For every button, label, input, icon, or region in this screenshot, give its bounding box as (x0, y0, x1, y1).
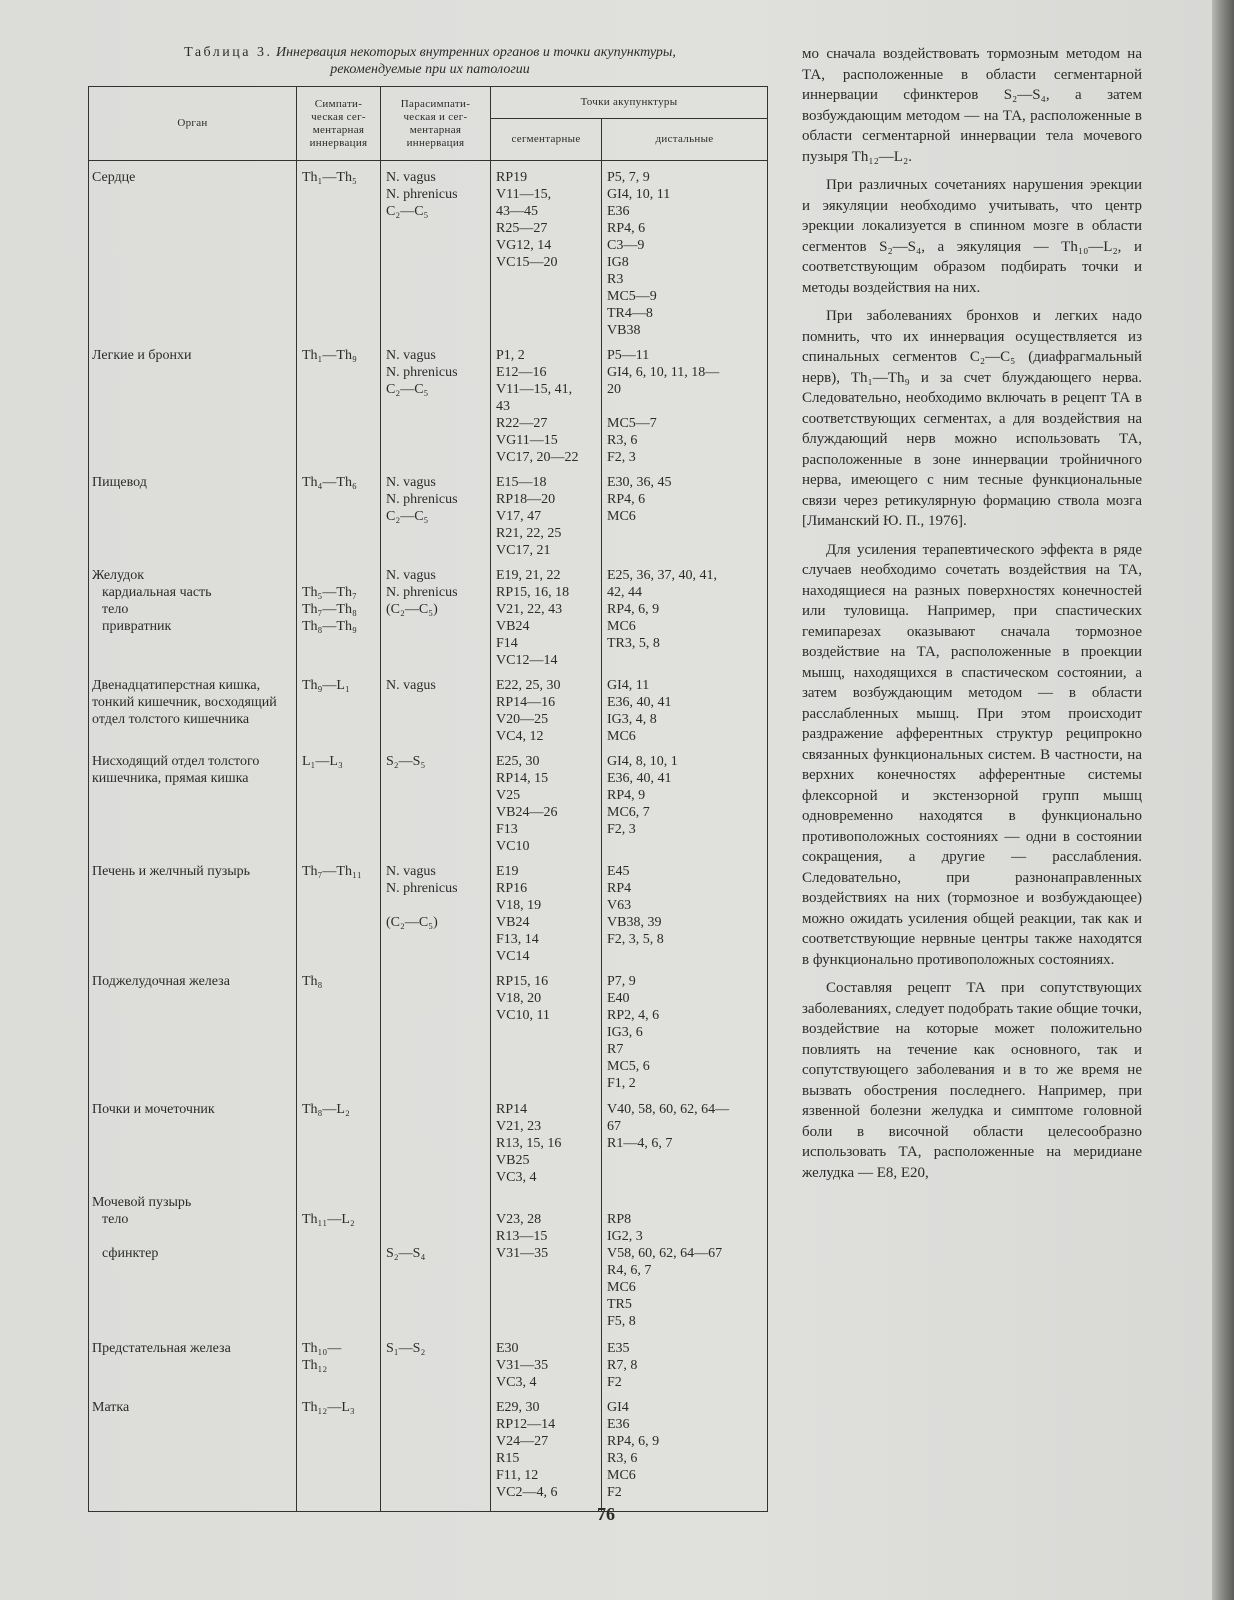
cell-text: Th₁₂—L₃ (302, 1400, 355, 1415)
segmental-points-cell (491, 669, 602, 745)
parasympathetic-cell (381, 1093, 491, 1186)
cell-text: V11—15, 41, (496, 382, 573, 397)
distal-points-cell (602, 161, 768, 340)
cell-text: V40, 58, 60, 62, 64— (607, 1102, 730, 1117)
cell-text: VB24 (496, 619, 530, 634)
cell-text: RP18—20 (496, 492, 556, 507)
cell-text: VC17, 21 (496, 543, 551, 558)
distal-points-cell (602, 965, 768, 1093)
sympathetic-cell (297, 855, 381, 965)
distal-points-cell (602, 1093, 768, 1186)
cell-text: E19 (496, 864, 519, 879)
cell-text: P7, 9 (607, 974, 636, 989)
cell-text: N. phrenicus (386, 492, 458, 507)
sympathetic-cell (297, 559, 381, 669)
organ-cell (89, 559, 297, 669)
caption-title-line2: рекомендуемые при их патологии (330, 62, 530, 77)
cell-text: RP4, 9 (607, 788, 646, 803)
segmental-points-cell (491, 1391, 602, 1511)
cell-text: VB24—26 (496, 805, 558, 820)
cell-text: E19, 21, 22 (496, 568, 561, 583)
header-points: Точки акупунктуры (491, 87, 768, 119)
cell-text: IG3, 4, 8 (607, 712, 657, 727)
parasympathetic-cell (381, 1332, 491, 1391)
segmental-points-cell (491, 855, 602, 965)
paragraph: При заболеваниях бронхов и легких надо помнить, что их иннервация осуществляется из спинальных сегментов C₂—C₅ (диафрагмальный нерв), Th₁—Th₉ и за счет блуждающего нерва. Следовательно, необходимо включать в рецепт ТА в соответствующих сегментах, а для воздействия на блуждающий нерв можно использовать ТА, расположенные в зоне иннервации тройничного нерва, имеющего с ним тесные функциональные связи через ретикулярную формацию ствола мозга [Лиманский Ю. П., 1976]. (802, 308, 1142, 529)
cell-text: Th₈—L₂ (302, 1102, 350, 1117)
cell-text: VC12—14 (496, 653, 558, 668)
cell-text (386, 1194, 485, 1211)
table-row (89, 1186, 768, 1332)
cell-text: Th₇—Th₁₁ (302, 864, 362, 879)
cell-text: E36, 40, 41 (607, 695, 672, 710)
cell-text: E36, 40, 41 (607, 771, 672, 786)
table-row (89, 466, 768, 559)
cell-text: R15 (496, 1451, 520, 1466)
cell-text (302, 567, 375, 584)
cell-text: F14 (496, 636, 518, 651)
organ-cell (89, 1186, 297, 1332)
cell-text: TR5 (607, 1297, 632, 1312)
header-distal: дистальные (602, 119, 768, 161)
cell-text: RP12—14 (496, 1417, 556, 1432)
organ-cell (89, 745, 297, 855)
organ-cell (89, 1391, 297, 1511)
cell-text: V31—35 (496, 1246, 549, 1261)
cell-text: N. vagus (386, 568, 436, 583)
caption-label: Таблица 3. (184, 45, 273, 60)
sympathetic-cell (297, 1093, 381, 1186)
cell-text: N. vagus (386, 170, 436, 185)
distal-points-cell (602, 1186, 768, 1332)
cell-text: RP4, 6, 9 (607, 602, 660, 617)
cell-text: 42, 44 (607, 585, 642, 600)
cell-text: E30 (496, 1341, 519, 1356)
cell-text: L₁—L₃ (302, 754, 343, 769)
organ-cell (89, 855, 297, 965)
table-body (89, 161, 768, 1512)
cell-text: P1, 2 (496, 348, 525, 363)
cell-text: N. phrenicus (386, 365, 458, 380)
cell-text: Сердце (92, 170, 136, 185)
caption-title-line1: Иннервация некоторых внутренних органов и точки акупунктуры, (276, 45, 676, 60)
cell-text: MC6 (607, 509, 636, 524)
cell-text: C₂—C₅ (386, 509, 429, 524)
cell-text: R3, 6 (607, 1451, 638, 1466)
table-caption (90, 44, 770, 78)
cell-text: R22—27 (496, 416, 548, 431)
cell-text: E30, 36, 45 (607, 475, 672, 490)
table-row (89, 1332, 768, 1391)
cell-text: 67 (607, 1119, 621, 1134)
page-number: 76 (597, 1504, 615, 1524)
header-organ: Орган (89, 87, 297, 161)
cell-text: R13, 15, 16 (496, 1136, 562, 1151)
cell-text (302, 1194, 375, 1211)
cell-text: VB38, 39 (607, 915, 662, 930)
parasympathetic-cell (381, 965, 491, 1093)
cell-text: C3—9 (607, 238, 645, 253)
cell-text: F2 (607, 1485, 622, 1500)
cell-text: V58, 60, 62, 64—67 (607, 1246, 723, 1261)
cell-text: Пищевод (92, 475, 147, 490)
segmental-points-cell (491, 1332, 602, 1391)
cell-text: Th₈—Th₉ (302, 619, 357, 634)
parasympathetic-cell (381, 669, 491, 745)
cell-text: N. vagus (386, 678, 436, 693)
cell-text: Мочевой пузырь (92, 1195, 192, 1210)
cell-text: MC5—9 (607, 289, 657, 304)
cell-text: MC6 (607, 1468, 636, 1483)
distal-points-cell (602, 339, 768, 466)
cell-text: F2, 3, 5, 8 (607, 932, 664, 947)
cell-text (607, 398, 762, 415)
cell-text: RP8 (607, 1212, 632, 1227)
cell-text: тело (102, 602, 129, 617)
cell-text: V21, 22, 43 (496, 602, 563, 617)
cell-text: привратник (102, 619, 172, 634)
cell-text: F1, 2 (607, 1076, 636, 1091)
cell-text: V20—25 (496, 712, 549, 727)
parasympathetic-cell (381, 559, 491, 669)
cell-text: R21, 22, 25 (496, 526, 562, 541)
cell-text: F13 (496, 822, 518, 837)
sympathetic-cell (297, 339, 381, 466)
segmental-points-cell (491, 466, 602, 559)
cell-text: RP14, 15 (496, 771, 549, 786)
cell-text: VG11—15 (496, 433, 558, 448)
parasympathetic-cell (381, 1391, 491, 1511)
cell-text: R3 (607, 272, 624, 287)
organ-cell (89, 965, 297, 1093)
cell-text: R7, 8 (607, 1358, 638, 1373)
cell-text: E22, 25, 30 (496, 678, 561, 693)
cell-text: Th₉—L₁ (302, 678, 350, 693)
cell-text: VB38 (607, 323, 641, 338)
body-text (802, 44, 1142, 1183)
cell-text: RP14—16 (496, 695, 556, 710)
cell-text: V21, 23 (496, 1119, 542, 1134)
cell-text: GI4 (607, 1400, 629, 1415)
cell-text: N. vagus (386, 864, 436, 879)
cell-text: IG2, 3 (607, 1229, 643, 1244)
cell-text: R13—15 (496, 1229, 548, 1244)
cell-text: Th₁₂ (302, 1358, 328, 1373)
cell-text: GI4, 10, 11 (607, 187, 671, 202)
cell-text: E25, 30 (496, 754, 540, 769)
cell-text: RP15, 16, 18 (496, 585, 570, 600)
parasympathetic-cell (381, 1186, 491, 1332)
cell-text: E36 (607, 1417, 630, 1432)
table-row (89, 855, 768, 965)
cell-text: V23, 28 (496, 1212, 542, 1227)
cell-text: Нисходящий отдел толстого кишечника, прямая кишка (92, 754, 260, 786)
cell-text: RP16 (496, 881, 528, 896)
cell-text: VC10 (496, 839, 530, 854)
cell-text: N. phrenicus (386, 187, 458, 202)
cell-text (386, 1228, 485, 1245)
organ-cell (89, 466, 297, 559)
innervation-table (88, 86, 768, 1512)
cell-text: F5, 8 (607, 1314, 636, 1329)
cell-text: VC3, 4 (496, 1170, 537, 1185)
cell-text: TR3, 5, 8 (607, 636, 660, 651)
cell-text: F13, 14 (496, 932, 539, 947)
cell-text: кардиальная часть (102, 585, 212, 600)
table-row (89, 559, 768, 669)
cell-text: 43 (496, 399, 510, 414)
table-row (89, 669, 768, 745)
cell-text: Печень и желчный пузырь (92, 864, 251, 879)
cell-text: (C₂—C₅) (386, 602, 438, 617)
cell-text: E40 (607, 991, 630, 1006)
organ-cell (89, 1093, 297, 1186)
cell-text: E36 (607, 204, 630, 219)
cell-text: V25 (496, 788, 521, 803)
paragraph: Составляя рецепт ТА при сопутствующих заболеваниях, следует подобрать такие общие точки, воздействие на которые может положительно повлиять на течение как основного, так и сопутствующего заболевания и в то же время не вызвать обострения последнего. Например, при язвенной болезни желудка и симптоме головной боли в височной области целесообразно использовать ТА, расположенные на меридиане желудка — E8, E20, (802, 980, 1142, 1181)
cell-text: (C₂—C₅) (386, 915, 438, 930)
cell-text: RP4 (607, 881, 632, 896)
cell-text: RP14 (496, 1102, 528, 1117)
cell-text: V24—27 (496, 1434, 549, 1449)
cell-text: Th₇—Th₈ (302, 602, 357, 617)
segmental-points-cell (491, 965, 602, 1093)
cell-text: E35 (607, 1341, 630, 1356)
cell-text (386, 1211, 485, 1228)
cell-text: VC2—4, 6 (496, 1485, 558, 1500)
cell-text: RP15, 16 (496, 974, 549, 989)
cell-text: R4, 6, 7 (607, 1263, 652, 1278)
sympathetic-cell (297, 965, 381, 1093)
segmental-points-cell (491, 1186, 602, 1332)
segmental-points-cell (491, 161, 602, 340)
table-row (89, 965, 768, 1093)
cell-text: F2, 3 (607, 450, 636, 465)
parasympathetic-cell (381, 339, 491, 466)
sympathetic-cell (297, 1186, 381, 1332)
cell-text: S₂—S₅ (386, 754, 426, 769)
cell-text: сфинктер (102, 1246, 159, 1261)
cell-text: S₁—S₂ (386, 1341, 426, 1356)
cell-text: VC10, 11 (496, 1008, 550, 1023)
cell-text: R1—4, 6, 7 (607, 1136, 673, 1151)
cell-text: Th₁—Th₅ (302, 170, 357, 185)
cell-text: IG8 (607, 255, 629, 270)
cell-text: Легкие и бронхи (92, 348, 192, 363)
cell-text: C₂—C₅ (386, 382, 429, 397)
cell-text: 20 (607, 382, 621, 397)
paragraph: При различных сочетаниях нарушения эрекции и эякуляции необходимо учитывать, что центр эрекции локализуется в спинном мозге в области сегментов S₂—S₄, а эякуляция — Th₁₀—L₂, и соответствующим образом подбирать точки и методы воздействия на них. (802, 177, 1142, 296)
cell-text: R7 (607, 1042, 624, 1057)
cell-text: MC6 (607, 619, 636, 634)
cell-text: F2 (607, 1375, 622, 1390)
cell-text: N. vagus (386, 475, 436, 490)
sympathetic-cell (297, 1332, 381, 1391)
cell-text: VC3, 4 (496, 1375, 537, 1390)
table-row (89, 1093, 768, 1186)
parasympathetic-cell (381, 745, 491, 855)
cell-text: E12—16 (496, 365, 547, 380)
cell-text: GI4, 8, 10, 1 (607, 754, 678, 769)
parasympathetic-cell (381, 855, 491, 965)
cell-text: MC6 (607, 1280, 636, 1295)
cell-text: Предстательная железа (92, 1341, 231, 1356)
cell-text: S₂—S₄ (386, 1246, 426, 1261)
cell-text: тело (102, 1212, 129, 1227)
organ-cell (89, 339, 297, 466)
cell-text: VC4, 12 (496, 729, 544, 744)
cell-text: V18, 20 (496, 991, 542, 1006)
cell-text: 43—45 (496, 204, 538, 219)
sympathetic-cell (297, 466, 381, 559)
segmental-points-cell (491, 1093, 602, 1186)
cell-text: F11, 12 (496, 1468, 539, 1483)
cell-text: MC6 (607, 729, 636, 744)
cell-text: V11—15, (496, 187, 552, 202)
cell-text: VC14 (496, 949, 530, 964)
cell-text: VG12, 14 (496, 238, 552, 253)
cell-text: Th₅—Th₇ (302, 585, 357, 600)
book-spine-shadow (1212, 0, 1234, 1600)
header-segmental: сегментарные (491, 119, 602, 161)
cell-text (92, 1228, 291, 1245)
sympathetic-cell (297, 161, 381, 340)
table-row (89, 745, 768, 855)
cell-text: Желудок (92, 568, 145, 583)
cell-text: V18, 19 (496, 898, 542, 913)
cell-text: N. phrenicus (386, 881, 458, 896)
cell-text: Th₈ (302, 974, 323, 989)
cell-text: RP4, 6 (607, 221, 646, 236)
cell-text (386, 897, 485, 914)
cell-text: C₂—C₅ (386, 204, 429, 219)
table-row (89, 339, 768, 466)
cell-text: V17, 47 (496, 509, 542, 524)
cell-text: E29, 30 (496, 1400, 540, 1415)
cell-text: Th₄—Th₆ (302, 475, 357, 490)
cell-text: Матка (92, 1400, 130, 1415)
cell-text: RP2, 4, 6 (607, 1008, 660, 1023)
cell-text: GI4, 11 (607, 678, 650, 693)
cell-text: Th₁—Th₉ (302, 348, 357, 363)
cell-text: Th₁₁—L₂ (302, 1212, 355, 1227)
sympathetic-cell (297, 745, 381, 855)
segmental-points-cell (491, 559, 602, 669)
distal-points-cell (602, 466, 768, 559)
cell-text: VB24 (496, 915, 530, 930)
cell-text: RP19 (496, 170, 528, 185)
cell-text: R25—27 (496, 221, 548, 236)
cell-text: VC15—20 (496, 255, 558, 270)
cell-text: MC5, 6 (607, 1059, 650, 1074)
cell-text: RP4, 6 (607, 492, 646, 507)
cell-text: TR4—8 (607, 306, 653, 321)
cell-text: IG3, 6 (607, 1025, 643, 1040)
distal-points-cell (602, 669, 768, 745)
table-row (89, 1391, 768, 1511)
cell-text: V63 (607, 898, 632, 913)
distal-points-cell (602, 1332, 768, 1391)
cell-text (496, 1194, 596, 1211)
paragraph: Для усиления терапевтического эффекта в ряде случаев необходимо сочетать воздействия на ТА, находящиеся на разных поверхностях конечностей или туловища. Например, при спастических гемипарезах оказывают сначала тормозное воздействие на ТА, расположенные в проекции мышц, находящихся в спастическом состоянии, а затем возбуждающим методом — в области расслабленных мышц. При этом происходит раздражение афферентных структур реципрокно связанных функциональных систем. В частности, на верхних конечностях афферентные системы флексорной и экстензорной групп мышц одновременно находятся в функционально противоположных состояниях — одни в состоянии сокращения, а другие — расслабления. Следовательно, при разнонаправленных воздействиях на них (тормозное и возбуждающее) можно ожидать усиления общей реакции, так как и соответствующие нервные центры также находятся в функционально противоположных состояниях. (802, 541, 1142, 968)
parasympathetic-cell (381, 466, 491, 559)
cell-text: GI4, 6, 10, 11, 18— (607, 365, 720, 380)
distal-points-cell (602, 1391, 768, 1511)
sympathetic-cell (297, 1391, 381, 1511)
distal-points-cell (602, 745, 768, 855)
parasympathetic-cell (381, 161, 491, 340)
cell-text: P5, 7, 9 (607, 170, 650, 185)
organ-cell (89, 161, 297, 340)
cell-text: MC5—7 (607, 416, 657, 431)
cell-text: V31—35 (496, 1358, 549, 1373)
cell-text (607, 1194, 762, 1211)
organ-cell (89, 1332, 297, 1391)
paragraph: мо сначала воздействовать тормозным методом на ТА, расположенные в области сегментарной иннервации сфинктеров S₂—S₄, а затем возбуждающим методом — на ТА, расположенные в области сегментарной иннервации тела мочевого пузыря Th₁₂—L₂. (802, 46, 1142, 165)
segmental-points-cell (491, 339, 602, 466)
table-row (89, 161, 768, 340)
header-parasympathetic: Парасимпати-ческая и сег-ментарная иннервация (381, 87, 491, 161)
cell-text: VC17, 20—22 (496, 450, 579, 465)
cell-text: Почки и мочеточник (92, 1102, 215, 1117)
cell-text: P5—11 (607, 348, 650, 363)
cell-text: MC6, 7 (607, 805, 650, 820)
distal-points-cell (602, 855, 768, 965)
organ-cell (89, 669, 297, 745)
cell-text: N. vagus (386, 348, 436, 363)
header-sympathetic: Симпати-ческая сег-ментарная иннервация (297, 87, 381, 161)
cell-text: Th₁₀— (302, 1341, 342, 1356)
cell-text: E45 (607, 864, 630, 879)
cell-text: E15—18 (496, 475, 547, 490)
segmental-points-cell (491, 745, 602, 855)
cell-text: RP4, 6, 9 (607, 1434, 660, 1449)
cell-text: E25, 36, 37, 40, 41, (607, 568, 718, 583)
sympathetic-cell (297, 669, 381, 745)
cell-text: F2, 3 (607, 822, 636, 837)
cell-text: N. phrenicus (386, 585, 458, 600)
cell-text: R3, 6 (607, 433, 638, 448)
cell-text: Поджелудочная железа (92, 974, 230, 989)
cell-text: VB25 (496, 1153, 530, 1168)
distal-points-cell (602, 559, 768, 669)
cell-text: Двенадцатиперстная кишка, тонкий кишечник, восходящий отдел толстого кишечника (92, 678, 277, 727)
